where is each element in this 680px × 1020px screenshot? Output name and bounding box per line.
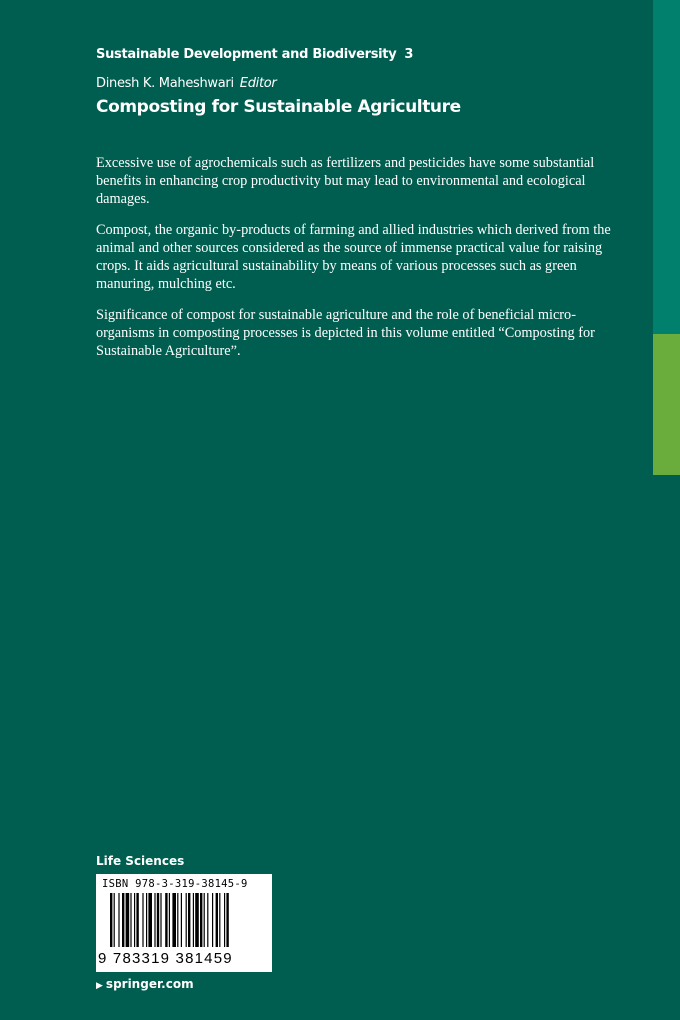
series-name: Sustainable Development and Biodiversity [96, 47, 397, 62]
publisher-url: springer.com [105, 977, 194, 991]
editor-name: Dinesh K. Maheshwari [96, 76, 234, 91]
blurb-paragraph-2: Compost, the organic by-products of farming and allied industries which derived from the animal and other sources considered as the source of immense practical value for raising crops. It aids agricultural sustainability by means of various processes such as green manuring, mulching etc. [96, 222, 611, 292]
isbn-text: ISBN 978-3-319-38145-9 [102, 878, 248, 890]
spine-band-green [653, 334, 680, 475]
spine-band-teal [653, 0, 680, 334]
editor-line [96, 76, 276, 91]
editor-role: Editor [239, 76, 277, 91]
right-triangle-icon: ▶ [96, 981, 103, 991]
blurb-paragraph-3: Significance of compost for sustainable agriculture and the role of beneficial micro-organisms in composting processes is depicted in this volume entitled “Composting for Sustainable Agriculture”. [96, 307, 595, 359]
blurb-paragraph-1: Excessive use of agrochemicals such as fertilizers and pesticides have some substantial benefits in enhancing crop productivity but may lead to environmental and ecological damages. [96, 155, 595, 207]
blurb [96, 154, 616, 373]
publisher-link[interactable] [96, 977, 194, 991]
barcode-digits: 9 783319 381459 [98, 950, 233, 967]
book-title: Composting for Sustainable Agriculture [96, 97, 461, 117]
barcode-bars [100, 893, 268, 951]
subject-label: Life Sciences [96, 854, 185, 868]
barcode [96, 874, 272, 972]
series-line [96, 47, 413, 62]
series-number: 3 [404, 47, 414, 62]
